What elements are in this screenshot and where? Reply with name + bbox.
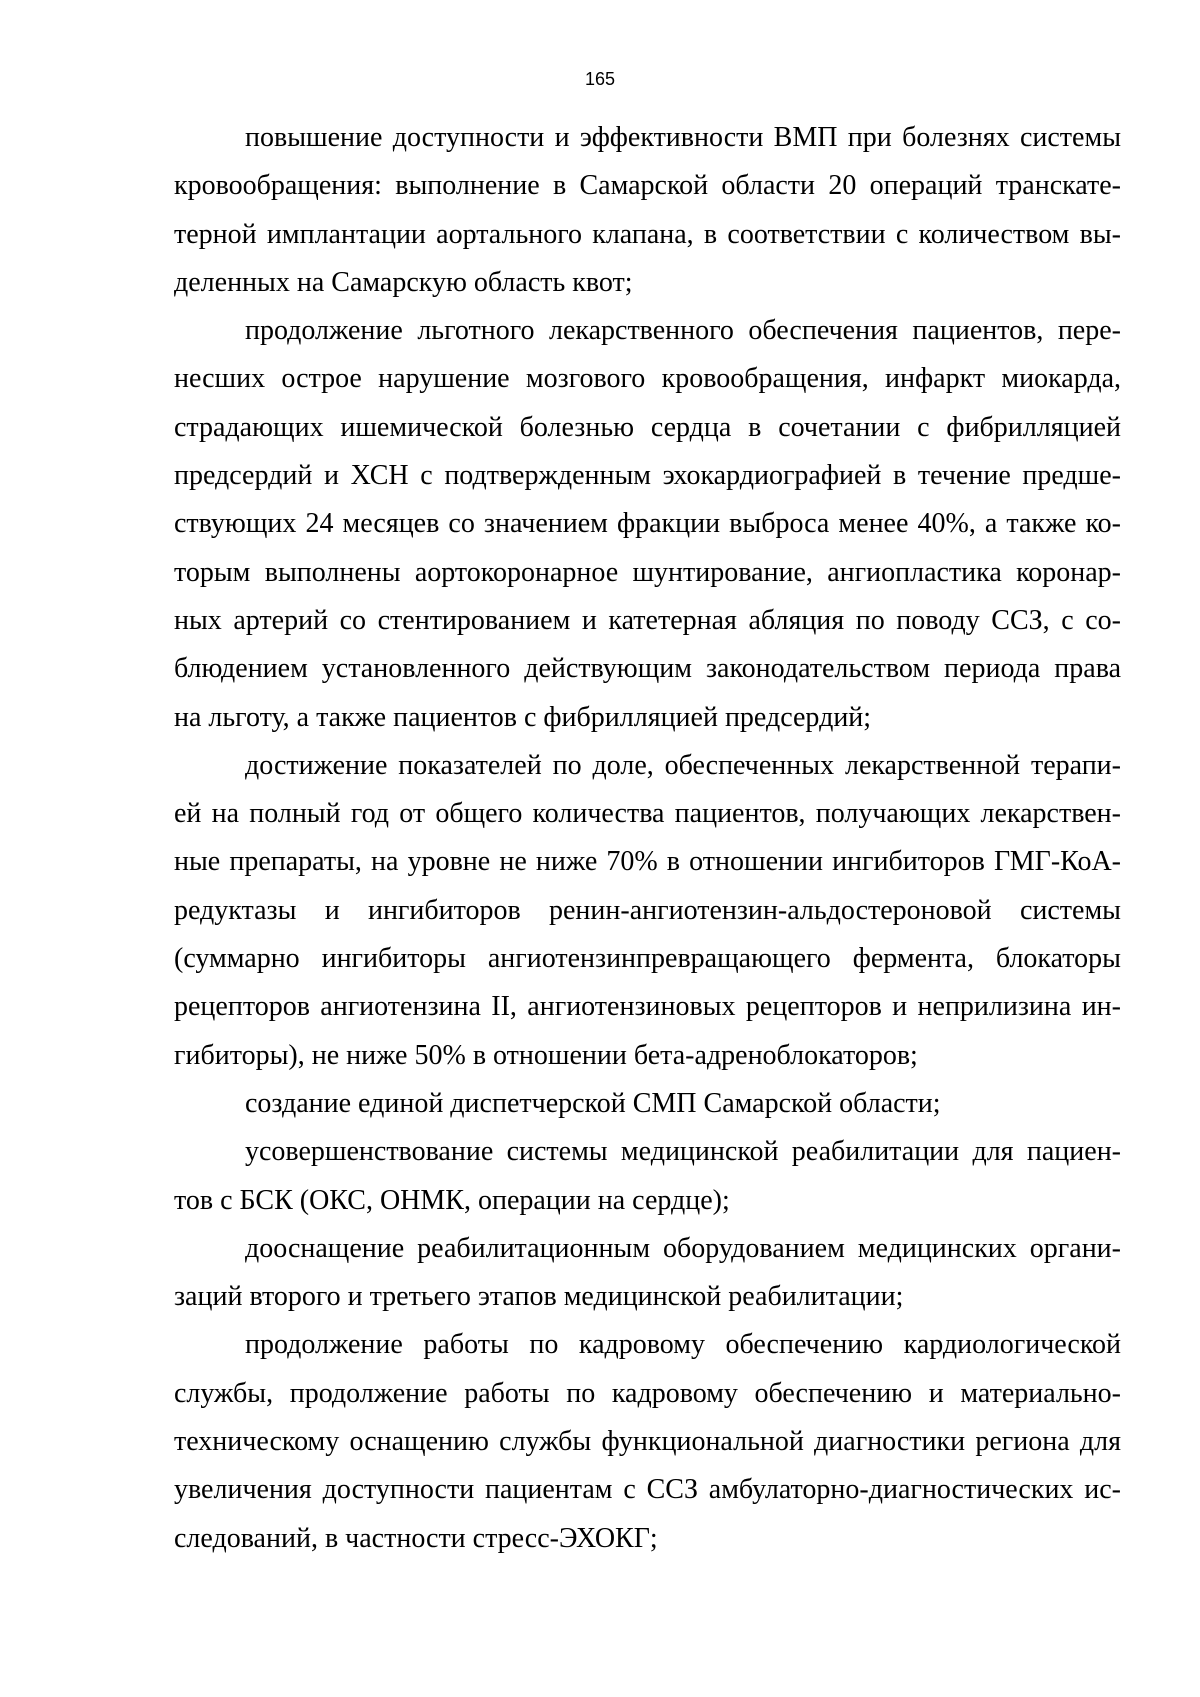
paragraph — [174, 1080, 1121, 1128]
text-line: следований, в частности стресс-ЭХОКГ; — [174, 1522, 658, 1554]
paragraph — [174, 1225, 1121, 1322]
page-number: 165 — [584, 69, 616, 89]
text-line: деленных на Самарскую область квот; — [174, 266, 633, 298]
text-line: ные препараты, на уровне не ниже 70% в отношении ингибиторов ГМГ-КоА- — [174, 846, 1121, 878]
document-body — [174, 114, 1121, 1563]
text-line: предсердий и ХСН с подтвержденным эхокардиографией в течение предше- — [174, 460, 1121, 492]
paragraph — [174, 307, 1121, 742]
text-line: техническому оснащению службы функциональной диагностики региона для — [174, 1426, 1121, 1458]
text-line: ствующих 24 месяцев со значением фракции выброса менее 40%, а также ко- — [174, 508, 1121, 540]
text-line: повышение доступности и эффективности ВМП при болезнях системы — [245, 122, 1121, 153]
text-line: службы, продолжение работы по кадровому обеспечению и материально- — [174, 1377, 1121, 1409]
text-line: продолжение льготного лекарственного обеспечения пациентов, пере- — [245, 315, 1121, 347]
text-line: на льготу, а также пациентов с фибрилляцией предсердий; — [174, 701, 872, 733]
text-line: создание единой диспетчерской СМП Самарской области; — [245, 1087, 941, 1119]
text-line: редуктазы и ингибиторов ренин-ангиотензин-альдостероновой системы — [174, 894, 1121, 926]
text-line: терной имплантации аортального клапана, в соответствии с количеством вы- — [174, 218, 1121, 250]
text-line: тов с БСК (ОКС, ОНМК, операции на сердце); — [174, 1184, 730, 1216]
text-line: блюдением установленного действующим законодательством периода права — [174, 653, 1121, 685]
text-line: достижение показателей по доле, обеспеченных лекарственной терапи- — [245, 749, 1121, 781]
text-line: гибиторы), не ниже 50% в отношении бета-адреноблокаторов; — [174, 1039, 918, 1071]
paragraph — [174, 1128, 1121, 1225]
text-line: увеличения доступности пациентам с ССЗ амбулаторно-диагностических ис- — [174, 1474, 1121, 1506]
text-line: продолжение работы по кадровому обеспечению кардиологической — [245, 1329, 1121, 1361]
text-line: торым выполнены аортокоронарное шунтирование, ангиопластика коронар- — [174, 556, 1121, 588]
paragraph — [174, 1321, 1121, 1562]
text-line: усовершенствование системы медицинской реабилитации для пациен- — [245, 1136, 1121, 1168]
paragraph — [174, 742, 1121, 1080]
text-line: кровообращения: выполнение в Самарской области 20 операций транскате- — [174, 170, 1121, 202]
paragraph — [174, 114, 1121, 307]
text-line: дооснащение реабилитационным оборудованием медицинских органи- — [245, 1232, 1121, 1264]
text-line: (суммарно ингибиторы ангиотензинпревращающего фермента, блокаторы — [174, 943, 1121, 975]
text-line: страдающих ишемической болезнью сердца в сочетании с фибрилляцией — [174, 411, 1121, 443]
text-line: ей на полный год от общего количества пациентов, получающих лекарствен- — [174, 798, 1121, 830]
text-line: заций второго и третьего этапов медицинской реабилитации; — [174, 1281, 904, 1313]
text-line: ных артерий со стентированием и катетерная абляция по поводу ССЗ, с со- — [174, 604, 1121, 636]
text-line: несших острое нарушение мозгового кровообращения, инфаркт миокарда, — [174, 363, 1121, 395]
text-line: рецепторов ангиотензина II, ангиотензиновых рецепторов и неприлизина ин- — [174, 991, 1121, 1023]
